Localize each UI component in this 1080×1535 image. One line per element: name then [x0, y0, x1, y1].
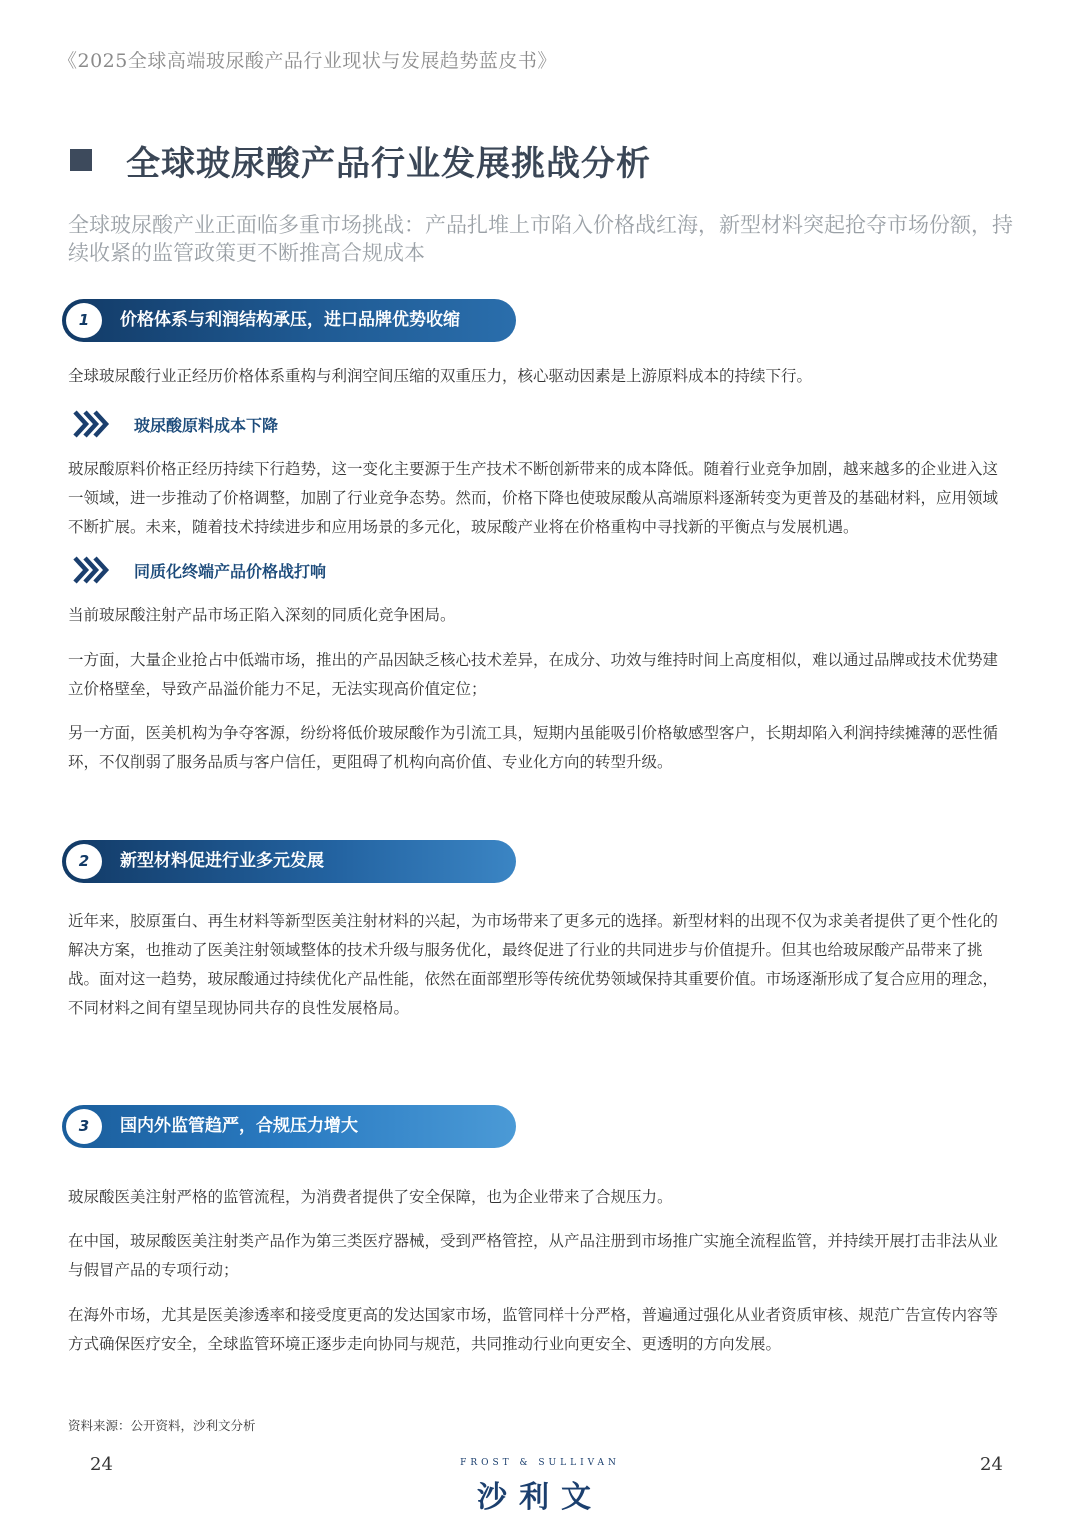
- section-2-header: [62, 840, 516, 883]
- section-3-title: 国内外监管趋严，合规压力增大: [120, 1116, 358, 1136]
- subsection-1-2-paragraph-2: 一方面，大量企业抢占中低端市场，推出的产品因缺乏核心技术差异，在成分、功效与维持时间上高度相似，难以通过品牌或技术优势建立价格壁垒，导致产品溢价能力不足，无法实现高价值定位；: [68, 651, 999, 698]
- logo-chinese: 沙利文: [477, 1480, 603, 1515]
- section-1-title: 价格体系与利润结构承压，进口品牌优势收缩: [120, 310, 460, 330]
- title-square-icon: [70, 149, 92, 171]
- section-3-paragraph-1: 玻尿酸医美注射严格的监管流程，为消费者提供了安全保障，也为企业带来了合规压力。: [68, 1188, 673, 1206]
- section-3-number: 3: [66, 1109, 102, 1144]
- section-2-title: 新型材料促进行业多元发展: [120, 851, 324, 871]
- subsection-1-1-heading: 玻尿酸原料成本下降: [134, 416, 279, 435]
- logo-english: FROST & SULLIVAN: [460, 1458, 620, 1468]
- page-number-right: 24: [980, 1454, 1003, 1475]
- section-2-paragraph: 近年来，胶原蛋白、再生材料等新型医美注射材料的兴起，为市场带来了更多元的选择。新型材料的出现不仅为求美者提供了更个性化的解决方案，也推动了医美注射领域整体的技术升级与服务优化，最终促进了行业的共同进步与价值提升。但其也给玻尿酸产品带来了挑战。面对这一趋势，玻尿酸通过持续优化产品性能，依然在面部塑形等传统优势领域保持其重要价值。市场逐渐形成了复合应用的理念，不同材料之间有望呈现协同共存的良性发展格局。: [68, 912, 999, 1017]
- chevron-double-right-icon: [72, 409, 112, 439]
- section-3-header: [62, 1105, 516, 1148]
- subsection-1-2-heading: 同质化终端产品价格战打响: [134, 562, 327, 581]
- section-2-number: 2: [66, 844, 102, 879]
- source-note: 资料来源：公开资料，沙利文分析: [68, 1418, 256, 1433]
- section-1-number: 1: [66, 303, 102, 338]
- section-3-paragraph-3: 在海外市场，尤其是医美渗透率和接受度更高的发达国家市场，监管同样十分严格，普遍通过强化从业者资质审核、规范广告宣传内容等方式确保医疗安全，全球监管环境正逐步走向协同与规范，共同推动行业向更安全、更透明的方向发展。: [68, 1306, 999, 1353]
- section-1-intro: 全球玻尿酸行业正经历价格体系重构与利润空间压缩的双重压力，核心驱动因素是上游原料成本的持续下行。: [68, 367, 813, 385]
- chevron-double-right-icon: [72, 555, 112, 585]
- section-1-header: [62, 299, 516, 342]
- report-header-title: 《2025全球高端玻尿酸产品行业现状与发展趋势蓝皮书》: [58, 50, 557, 72]
- subsection-1-2-paragraph-1: 当前玻尿酸注射产品市场正陷入深刻的同质化竞争困局。: [68, 606, 456, 624]
- section-3-paragraph-2: 在中国，玻尿酸医美注射类产品作为第三类医疗器械，受到严格管控，从产品注册到市场推广实施全流程监管，并持续开展打击非法从业与假冒产品的专项行动；: [68, 1232, 999, 1279]
- subsection-1-1-paragraph: 玻尿酸原料价格正经历持续下行趋势，这一变化主要源于生产技术不断创新带来的成本降低。随着行业竞争加剧，越来越多的企业进入这一领域，进一步推动了价格调整，加剧了行业竞争态势。然而，价格下降也使玻尿酸从高端原料逐渐转变为更普及的基础材料，应用领域不断扩展。未来，随着技术持续进步和应用场景的多元化，玻尿酸产业将在价格重构中寻找新的平衡点与发展机遇。: [68, 460, 999, 536]
- subsection-1-2-paragraph-3: 另一方面，医美机构为争夺客源，纷纷将低价玻尿酸作为引流工具，短期内虽能吸引价格敏感型客户，长期却陷入利润持续摊薄的恶性循环，不仅削弱了服务品质与客户信任，更阻碍了机构向高价值、专业化方向的转型升级。: [68, 724, 999, 771]
- page-number-left: 24: [90, 1454, 113, 1475]
- page-title: 全球玻尿酸产品行业发展挑战分析: [126, 144, 651, 184]
- page-subtitle: 全球玻尿酸产业正面临多重市场挑战：产品扎堆上市陷入价格战红海，新型材料突起抢夺市场份额，持续收紧的监管政策更不断推高合规成本: [68, 213, 1013, 265]
